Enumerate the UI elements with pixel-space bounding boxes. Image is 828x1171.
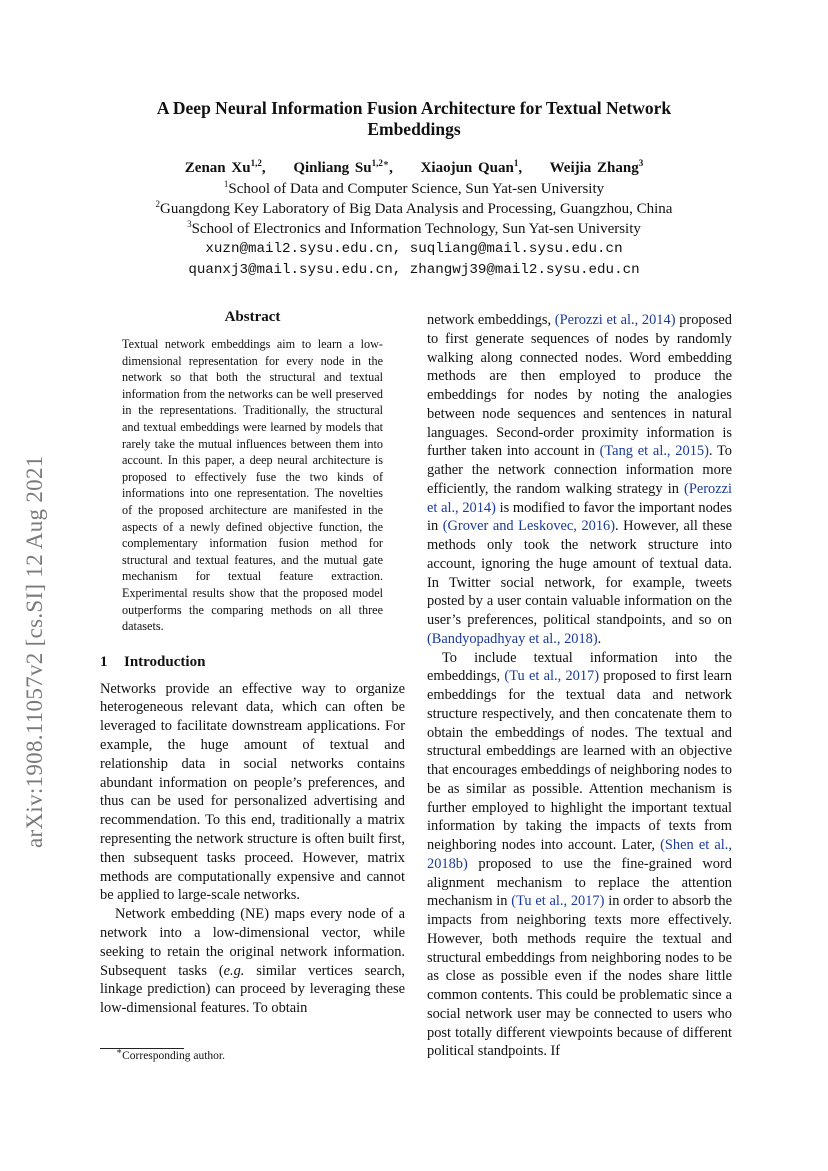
author-superscript: 1,2∗ (371, 158, 390, 168)
text-run: . To gather the network connection information more efficiently, the random walking strategy in (427, 443, 732, 497)
left-column (100, 308, 405, 1018)
affiliation (100, 179, 728, 199)
footnote-mark: ∗ (116, 1046, 123, 1057)
citation-link[interactable]: (Tu et al., 2017) (511, 893, 605, 910)
author-name: Qinliang Su (293, 160, 372, 176)
citation-link[interactable]: (Bandyopadhyay et al., 2018) (427, 630, 598, 647)
author-superscript: 1,2 (250, 158, 262, 168)
section-title: Introduction (124, 653, 206, 670)
citation-link[interactable]: (Tang et al., 2015) (599, 443, 709, 460)
citation-link[interactable]: (Tu et al., 2017) (504, 668, 600, 685)
author-name: Xiaojun Quan (420, 160, 514, 176)
text-run: is modified to favor the important nodes in (427, 499, 732, 535)
section-number: 1 (100, 653, 108, 670)
author-superscript: 1 (513, 158, 519, 168)
affiliation (100, 219, 728, 239)
right-column (427, 311, 732, 1061)
body-paragraph (100, 905, 405, 1018)
author-names: Zenan Xu$^{1,2}$, Qinliang $Su^{1,2∗}$, Xiaojun Quan$^1$, Weijia Zhang$^3$ (184, 158, 644, 176)
footnote (116, 1046, 225, 1062)
citation-link[interactable]: (Grover and Leskovec, 2016) (442, 518, 616, 535)
body-paragraph: Networks provide an effective way to organize heterogeneous relevant data, which can often be leveraged to facilitate downstream applications. For example, the huge amount of textual and relationship data in social networks contains abundant information on people’s preferences, and thus can be used for personalized advertising and recommendation. To this end, traditionally a matrix representing the network structure is often built first, then subsequent tasks proceed. However, matrix methods are computationally expensive and cannot be applied to large-scale networks. (100, 680, 405, 904)
text-run: proposed to first learn embeddings for the textual data and network structure respectively, and then concatenate them to obtain the embeddings of nodes. The textual and structural embeddings are learned with an objective that encourages embeddings of neighboring nodes to be as similar as possible. Attention mechanism is further employed to highlight the important textual information by taking the impacts of texts from neighboring nodes into account. Later, (427, 668, 732, 853)
footnote-rule (100, 1048, 184, 1049)
paper-title: A Deep Neural Information Fusion Architecture for Textual Network Embeddings (156, 98, 672, 139)
body-paragraph (427, 311, 732, 649)
author-name: Weijia Zhang (549, 160, 639, 176)
footnote-text: Corresponding author. (122, 1050, 225, 1062)
author-block (100, 158, 728, 280)
text-run: To include textual information into the embeddings, (427, 649, 732, 685)
citation-link[interactable]: (Shen et al., 2018b) (427, 837, 732, 872)
abstract-text: Textual network embeddings aim to learn a low-dimensional representation for every node in the network so that both the structural and textual information from the networks can be well preserved in the representations. Traditionally, the structural and textual embeddings were learned by models that rarely take the mutual influences between them into account. In this paper, a deep neural architecture is proposed to effectively fuse the two kinds of informations into one representation. The novelties of the proposed architecture are manifested in the aspects of a newly defined objective function, the complementary information fusion method for structural and textual features, and the mutual gate mechanism for textual feature extraction. Experimental results show that the proposed model outperforms the comparing methods on all three datasets. (122, 337, 383, 634)
text-run: proposed to use the fine-grained word alignment mechanism to replace the attention mechanism in (427, 855, 732, 910)
affiliation-text: School of Electronics and Information Technology, Sun Yat-sen University (191, 221, 641, 237)
text-run: in order to absorb the impacts from neighboring texts more effectively. However, both methods require the textual and structural embeddings from neighboring nodes to be as close as possible even if the nodes share little common contents. This could be problematic since a social network user may be connected to users who post totally different viewpoints because of different political standpoints. If (427, 893, 732, 1060)
arxiv-side-stamp: arXiv:1908.11057v2 [cs.SI] 12 Aug 2021 (22, 455, 47, 848)
affiliation-text: School of Data and Computer Science, Sun Yat-sen University (228, 181, 605, 197)
text-run: proposed to first generate sequences of nodes by randomly walking along connected nodes. Word embedding methods are then employed to produce the embeddings for nodes by noting the analogies between node sequences and sentences in natural languages. Second-order proximity information is further taken into account in (427, 312, 732, 460)
text-run: Network embedding (NE) maps every node of a network into a low-dimensional vector, while seeking to retain the original network information. Subsequent tasks ( (100, 906, 405, 979)
affiliation-superscript: 3 (187, 219, 192, 229)
email-line: xuzn@mail2.sysu.edu.cn, suqliang@mail.sysu.edu.cn (205, 241, 623, 257)
affiliation-superscript: 1 (223, 179, 229, 189)
affiliation-superscript: 2 (155, 199, 161, 209)
text-run: similar vertices search, linkage prediction) can proceed by leveraging these low-dimensional features. To obtain (100, 962, 406, 1017)
text-run: network embeddings, (427, 312, 555, 328)
affiliation-text: Guangdong Key Laboratory of Big Data Analysis and Processing, Guangzhou, China (160, 201, 673, 217)
citation-link[interactable]: (Perozzi et al., 2014) (554, 312, 676, 328)
body-paragraph (427, 649, 732, 1062)
affiliation (100, 199, 728, 219)
author-superscript: 3 (638, 158, 644, 168)
author-name: Zenan Xu (184, 160, 251, 176)
citation-link[interactable]: (Perozzi et al., 2014) (427, 480, 732, 516)
abstract-heading: Abstract (224, 309, 281, 325)
text-run: . (597, 630, 602, 647)
email-line: quanxj3@mail.sysu.edu.cn, zhangwj39@mail2.sysu.edu.cn (188, 261, 640, 278)
text-run: . However, all these methods only took the network structure into account, ignoring the huge amount of textual data. In Twitter social network, for example, tweets posted by a user contain valuable information on the user’s preferences, political standpoints, and so on (427, 518, 732, 628)
italic-text: e.g. (223, 962, 245, 979)
section-heading (100, 654, 405, 671)
